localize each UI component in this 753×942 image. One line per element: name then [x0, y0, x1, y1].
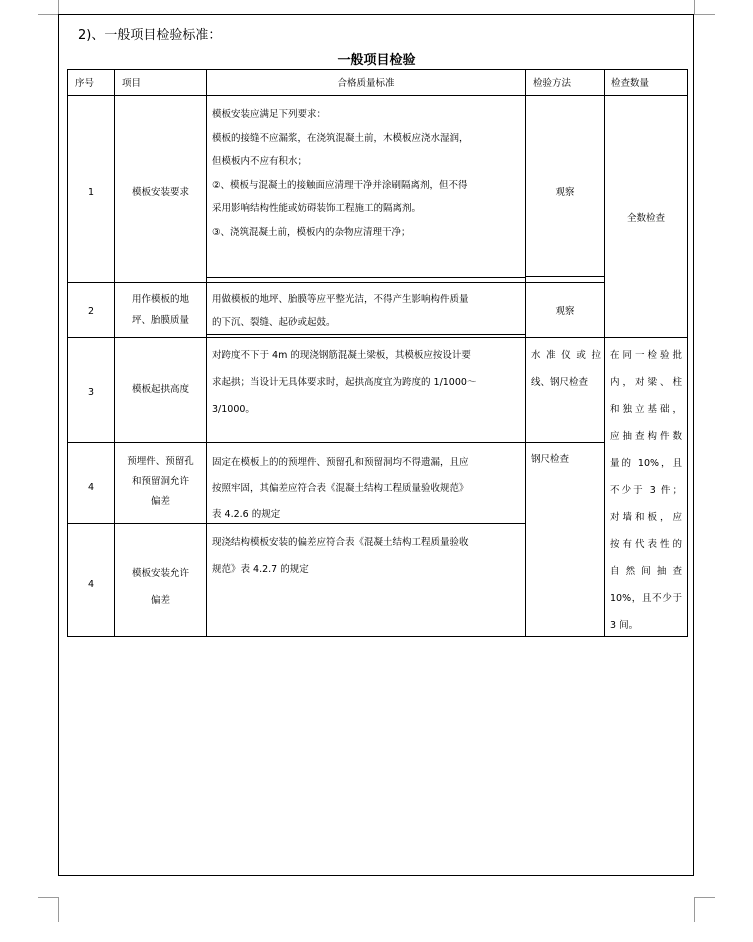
row5-item [114, 560, 207, 614]
row4-item-line: 和预留洞允许 [131, 476, 189, 487]
row5-item-line: 偏差 [150, 595, 170, 606]
row3-item: 模板起拱高度 [131, 384, 189, 395]
row4-standard-line: 表 4.2.6 的规定 [212, 509, 281, 520]
crop-mark-top-left [38, 0, 59, 15]
row5-standard [212, 529, 520, 583]
row5-no: 4 [87, 579, 95, 590]
row4-item [114, 452, 207, 512]
row4-standard-line: 按照牢固，其偏差应符合表《混凝土结构工程质量验收规范》 [212, 483, 469, 494]
row3-method-line: 线、钢尺检查 [531, 377, 589, 388]
row1-item: 模板安装要求 [131, 187, 189, 198]
quantity-sample-line: 在同一检验批 [610, 350, 682, 361]
table-title: 一般项目检验 [337, 53, 416, 68]
row3-standard-line: 3/1000。 [212, 404, 255, 415]
row5-standard-line: 现浇结构模板安装的偏差应符合表《混凝土结构工程质量验收 [212, 537, 469, 548]
row2-method: 观察 [555, 306, 575, 317]
crop-mark-top-right [694, 0, 715, 15]
row4-method: 钢尺检查 [531, 454, 570, 465]
row1-method: 观察 [555, 187, 575, 198]
row2-standard-line: 用做模板的地坪、胎膜等应平整光洁，不得产生影响构件质量 [212, 294, 469, 305]
quantity-sample-inspection [610, 342, 682, 639]
row4-standard-line: 固定在模板上的的预埋件、预留孔和预留洞均不得遗漏，且应 [212, 457, 469, 468]
crop-mark-bottom-left [38, 897, 59, 922]
quantity-sample-line: 不少于 3 件； [610, 485, 682, 496]
row3-standard-line: 对跨度不下于 4m 的现浇钢筋混凝土梁板，其模板应按设计要 [212, 350, 471, 361]
header-method: 检验方法 [533, 77, 572, 89]
quantity-sample-line: 内，对梁、柱 [610, 377, 682, 388]
row1-standard-line: ②、模板与混凝土的接触面应清理干净并涂刷隔离剂，但不得 [212, 179, 468, 191]
row5-item-line: 模板安装允许 [131, 568, 189, 579]
row3-standard-line: 求起拱；当设计无具体要求时，起拱高度宜为跨度的 1/1000～ [212, 377, 477, 388]
header-quantity: 检查数量 [611, 77, 650, 89]
quantity-sample-line: 10%，且不少于 [610, 593, 682, 604]
row2-no: 2 [87, 306, 95, 317]
header-item: 项目 [122, 77, 142, 89]
header-standard: 合格质量标准 [337, 77, 395, 89]
row3-standard [212, 342, 520, 423]
row2-item-line: 坪、胎膜质量 [131, 315, 189, 326]
row2-standard [212, 288, 520, 334]
row4-standard [212, 450, 520, 528]
quantity-sample-line: 和独立基础， [610, 404, 682, 415]
quantity-sample-line: 按有代表性的 [610, 539, 682, 550]
row1-standard-line: 模板安装应满足下列要求： [212, 109, 327, 120]
quantity-sample-line: 应抽查构件数 [610, 431, 682, 442]
row3-method-line: 水准仪或拉 [531, 350, 601, 361]
row1-standard-line: 采用影响结构性能或妨碍装饰工程施工的隔离剂。 [212, 203, 422, 214]
row1-standard-line: 但模板内不应有积水； [212, 156, 308, 167]
row1-no: 1 [87, 187, 95, 198]
row4-item-line: 预埋件、预留孔 [127, 456, 194, 467]
section-heading: 2)、一般项目检验标准： [78, 28, 222, 43]
row3-method [531, 342, 601, 396]
row1-standard-line: 模板的接缝不应漏浆，在浇筑混凝土前，木模板应浇水湿润， [212, 132, 469, 144]
row3-no: 3 [87, 387, 95, 398]
quantity-sample-line: 量的 10%，且 [610, 458, 682, 469]
row2-standard-line: 的下沉、裂缝、起砂或起鼓。 [212, 317, 336, 328]
header-no: 序号 [75, 77, 95, 89]
quantity-sample-line: 对墙和板，应 [610, 512, 682, 523]
row5-standard-line: 规范》表 4.2.7 的规定 [212, 564, 309, 575]
row1-standard [212, 103, 520, 244]
row4-no: 4 [87, 482, 95, 493]
row2-item-line: 用作模板的地 [131, 294, 189, 305]
row4-item-line: 偏差 [150, 496, 170, 507]
row2-item [114, 289, 207, 331]
quantity-sample-line: 自然间抽查 [610, 566, 682, 577]
quantity-full-inspection: 全数检查 [626, 213, 665, 224]
quantity-sample-line: 3 间。 [610, 620, 639, 631]
row1-standard-line: ③、浇筑混凝土前，模板内的杂物应清理干净； [212, 226, 411, 238]
crop-mark-bottom-right [694, 897, 715, 922]
